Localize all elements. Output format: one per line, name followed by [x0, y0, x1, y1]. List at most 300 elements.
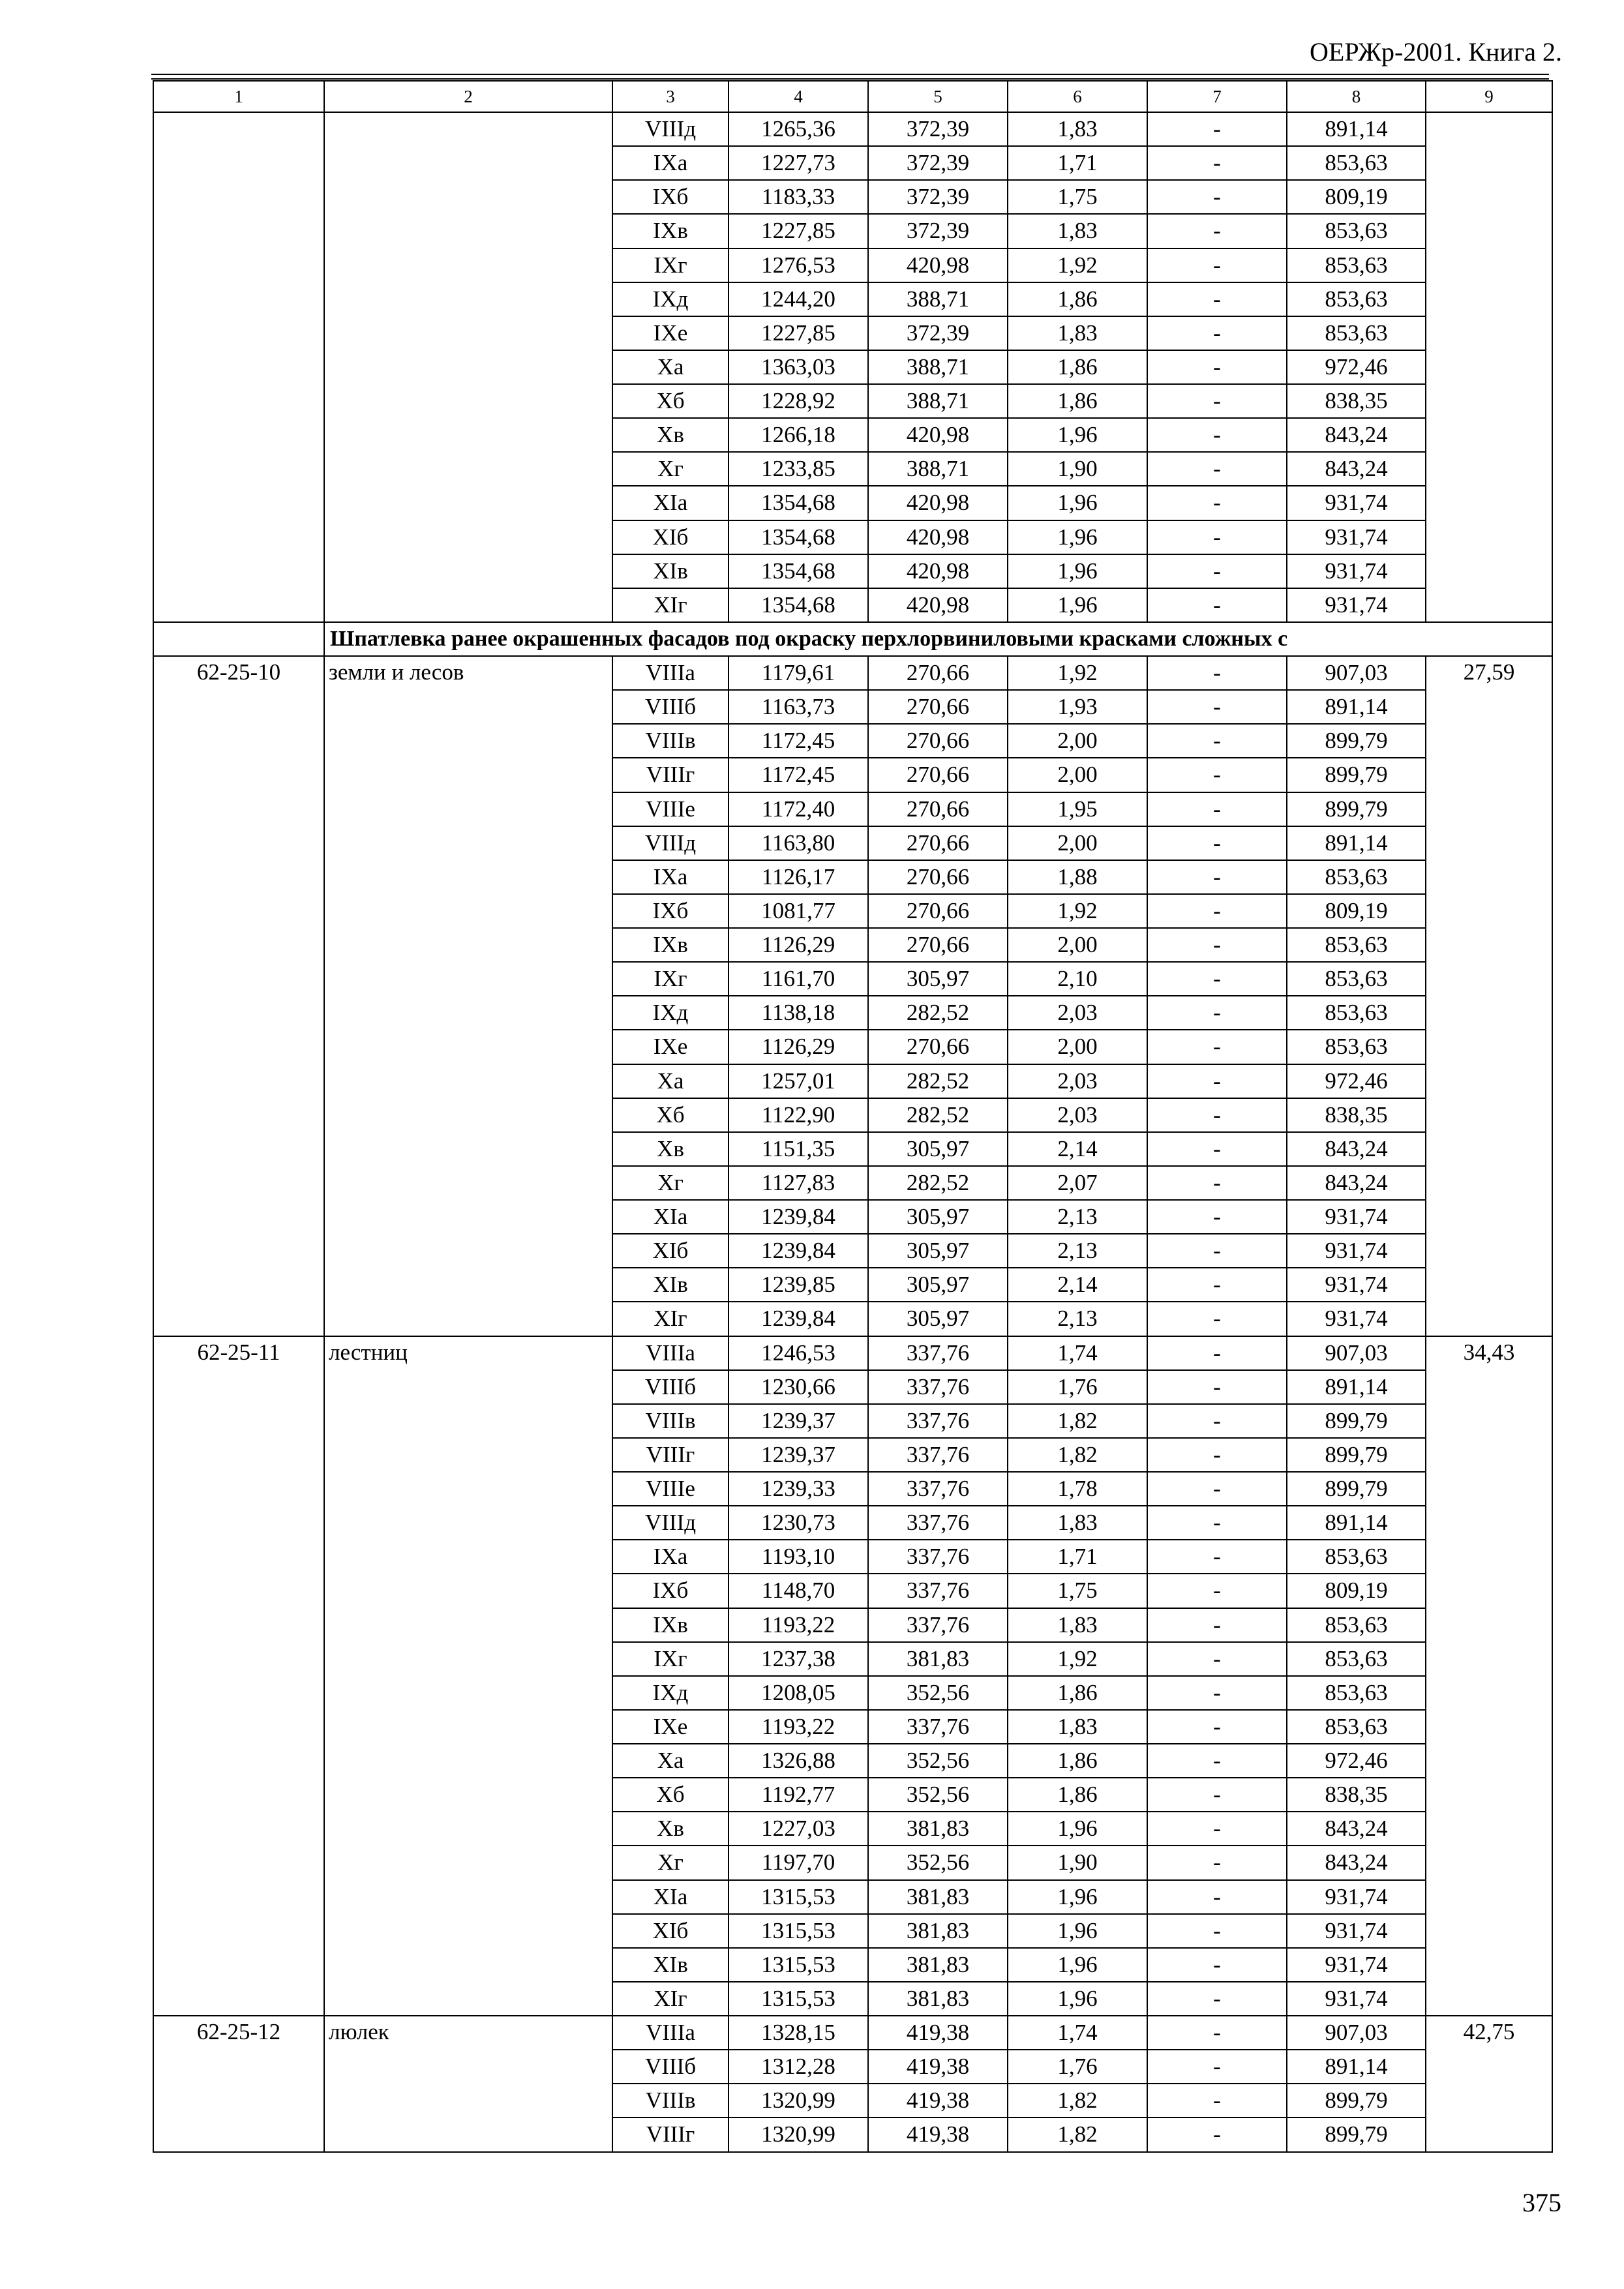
- drivers-wages-cell: -: [1147, 1608, 1287, 1642]
- labor-cost-cell: [1426, 112, 1552, 622]
- total-cost-cell: 1172,40: [729, 792, 868, 826]
- drivers-wages-cell: -: [1147, 520, 1287, 554]
- drivers-wages-cell: -: [1147, 588, 1287, 622]
- total-cost-cell: 1227,03: [729, 1812, 868, 1846]
- drivers-wages-cell: -: [1147, 1812, 1287, 1846]
- materials-cell: 931,74: [1287, 588, 1426, 622]
- machines-cell: 1,96: [1008, 1948, 1147, 1982]
- machines-cell: 1,83: [1008, 1506, 1147, 1540]
- total-cost-cell: 1183,33: [729, 180, 868, 214]
- column-header: 9: [1426, 81, 1552, 112]
- total-cost-cell: 1126,17: [729, 860, 868, 894]
- wages-cell: 372,39: [868, 146, 1008, 180]
- zone-cell: IXд: [612, 1676, 729, 1710]
- materials-cell: 838,35: [1287, 1098, 1426, 1132]
- materials-cell: 891,14: [1287, 112, 1426, 146]
- machines-cell: 1,86: [1008, 1676, 1147, 1710]
- machines-cell: 1,86: [1008, 384, 1147, 418]
- wages-cell: 420,98: [868, 554, 1008, 588]
- zone-cell: Xв: [612, 1812, 729, 1846]
- item-name-cell: лестниц: [324, 1336, 612, 2016]
- zone-cell: VIIIг: [612, 758, 729, 792]
- machines-cell: 1,82: [1008, 1404, 1147, 1438]
- drivers-wages-cell: -: [1147, 1098, 1287, 1132]
- zone-cell: IXе: [612, 316, 729, 350]
- table-row: [153, 656, 1552, 690]
- materials-cell: 891,14: [1287, 1506, 1426, 1540]
- drivers-wages-cell: -: [1147, 1064, 1287, 1098]
- machines-cell: 1,83: [1008, 316, 1147, 350]
- machines-cell: 1,92: [1008, 894, 1147, 928]
- drivers-wages-cell: -: [1147, 1268, 1287, 1302]
- wages-cell: 270,66: [868, 690, 1008, 724]
- wages-cell: 270,66: [868, 894, 1008, 928]
- drivers-wages-cell: -: [1147, 2050, 1287, 2084]
- machines-cell: 1,71: [1008, 146, 1147, 180]
- wages-cell: 381,83: [868, 1642, 1008, 1676]
- machines-cell: 1,96: [1008, 554, 1147, 588]
- wages-cell: 305,97: [868, 1132, 1008, 1166]
- wages-cell: 372,39: [868, 112, 1008, 146]
- wages-cell: 381,83: [868, 1880, 1008, 1914]
- zone-cell: XIг: [612, 1302, 729, 1336]
- drivers-wages-cell: -: [1147, 384, 1287, 418]
- total-cost-cell: 1193,22: [729, 1608, 868, 1642]
- materials-cell: 853,63: [1287, 146, 1426, 180]
- wages-cell: 419,38: [868, 2117, 1008, 2151]
- materials-cell: 907,03: [1287, 2016, 1426, 2050]
- total-cost-cell: 1227,85: [729, 214, 868, 248]
- machines-cell: 1,83: [1008, 1710, 1147, 1744]
- wages-cell: 352,56: [868, 1778, 1008, 1812]
- total-cost-cell: 1081,77: [729, 894, 868, 928]
- zone-cell: XIв: [612, 1948, 729, 1982]
- drivers-wages-cell: -: [1147, 1132, 1287, 1166]
- document-header-title: ОЕРЖр-2001. Книга 2.: [1310, 37, 1562, 67]
- wages-cell: 381,83: [868, 1914, 1008, 1948]
- wages-cell: 381,83: [868, 1948, 1008, 1982]
- item-name-cell: земли и лесов: [324, 656, 612, 1336]
- machines-cell: 1,92: [1008, 656, 1147, 690]
- drivers-wages-cell: -: [1147, 1778, 1287, 1812]
- drivers-wages-cell: -: [1147, 248, 1287, 282]
- machines-cell: 1,75: [1008, 180, 1147, 214]
- zone-cell: Xб: [612, 384, 729, 418]
- materials-cell: 899,79: [1287, 1404, 1426, 1438]
- materials-cell: 931,74: [1287, 1268, 1426, 1302]
- wages-cell: 381,83: [868, 1982, 1008, 2016]
- total-cost-cell: 1239,84: [729, 1234, 868, 1268]
- drivers-wages-cell: -: [1147, 2117, 1287, 2151]
- total-cost-cell: 1227,73: [729, 146, 868, 180]
- zone-cell: IXб: [612, 894, 729, 928]
- drivers-wages-cell: -: [1147, 1234, 1287, 1268]
- machines-cell: 1,83: [1008, 112, 1147, 146]
- machines-cell: 2,00: [1008, 1030, 1147, 1064]
- machines-cell: 1,82: [1008, 2084, 1147, 2117]
- drivers-wages-cell: -: [1147, 1472, 1287, 1506]
- drivers-wages-cell: -: [1147, 1880, 1287, 1914]
- drivers-wages-cell: -: [1147, 1506, 1287, 1540]
- total-cost-cell: 1354,68: [729, 486, 868, 520]
- drivers-wages-cell: -: [1147, 894, 1287, 928]
- zone-cell: XIб: [612, 520, 729, 554]
- materials-cell: 891,14: [1287, 826, 1426, 860]
- total-cost-cell: 1363,03: [729, 350, 868, 384]
- total-cost-cell: 1163,73: [729, 690, 868, 724]
- materials-cell: 907,03: [1287, 656, 1426, 690]
- materials-cell: 853,63: [1287, 1608, 1426, 1642]
- drivers-wages-cell: -: [1147, 554, 1287, 588]
- zone-cell: Xв: [612, 1132, 729, 1166]
- drivers-wages-cell: -: [1147, 1982, 1287, 2016]
- materials-cell: 843,24: [1287, 1166, 1426, 1200]
- zone-cell: XIв: [612, 554, 729, 588]
- machines-cell: 2,13: [1008, 1234, 1147, 1268]
- materials-cell: 838,35: [1287, 384, 1426, 418]
- header-rule-double: [151, 78, 1549, 80]
- drivers-wages-cell: -: [1147, 758, 1287, 792]
- materials-cell: 899,79: [1287, 2084, 1426, 2117]
- wages-cell: 420,98: [868, 588, 1008, 622]
- zone-cell: XIб: [612, 1234, 729, 1268]
- column-header: 4: [729, 81, 868, 112]
- wages-cell: 337,76: [868, 1438, 1008, 1472]
- materials-cell: 899,79: [1287, 1438, 1426, 1472]
- drivers-wages-cell: -: [1147, 1676, 1287, 1710]
- machines-cell: 1,83: [1008, 214, 1147, 248]
- materials-cell: 843,24: [1287, 1846, 1426, 1879]
- total-cost-cell: 1239,84: [729, 1200, 868, 1234]
- machines-cell: 1,96: [1008, 520, 1147, 554]
- wages-cell: 305,97: [868, 1268, 1008, 1302]
- wages-cell: 305,97: [868, 1302, 1008, 1336]
- machines-cell: 1,90: [1008, 1846, 1147, 1879]
- zone-cell: Xг: [612, 452, 729, 486]
- drivers-wages-cell: -: [1147, 2016, 1287, 2050]
- drivers-wages-cell: -: [1147, 860, 1287, 894]
- total-cost-cell: 1228,92: [729, 384, 868, 418]
- drivers-wages-cell: -: [1147, 1166, 1287, 1200]
- zone-cell: Xб: [612, 1098, 729, 1132]
- total-cost-cell: 1197,70: [729, 1846, 868, 1879]
- machines-cell: 1,95: [1008, 792, 1147, 826]
- wages-cell: 372,39: [868, 214, 1008, 248]
- zone-cell: Xа: [612, 1064, 729, 1098]
- materials-cell: 843,24: [1287, 452, 1426, 486]
- zone-cell: IXа: [612, 860, 729, 894]
- total-cost-cell: 1193,22: [729, 1710, 868, 1744]
- drivers-wages-cell: -: [1147, 792, 1287, 826]
- wages-cell: 352,56: [868, 1744, 1008, 1778]
- zone-cell: VIIIб: [612, 690, 729, 724]
- total-cost-cell: 1354,68: [729, 554, 868, 588]
- machines-cell: 1,75: [1008, 1574, 1147, 1608]
- column-header: 8: [1287, 81, 1426, 112]
- drivers-wages-cell: -: [1147, 316, 1287, 350]
- zone-cell: XIв: [612, 1268, 729, 1302]
- drivers-wages-cell: -: [1147, 656, 1287, 690]
- drivers-wages-cell: -: [1147, 214, 1287, 248]
- total-cost-cell: 1192,77: [729, 1778, 868, 1812]
- zone-cell: VIIIд: [612, 1506, 729, 1540]
- wages-cell: 270,66: [868, 860, 1008, 894]
- materials-cell: 843,24: [1287, 1132, 1426, 1166]
- machines-cell: 2,13: [1008, 1302, 1147, 1336]
- machines-cell: 1,92: [1008, 1642, 1147, 1676]
- wages-cell: 305,97: [868, 1200, 1008, 1234]
- wages-cell: 352,56: [868, 1846, 1008, 1879]
- materials-cell: 899,79: [1287, 2117, 1426, 2151]
- total-cost-cell: 1208,05: [729, 1676, 868, 1710]
- materials-cell: 931,74: [1287, 1880, 1426, 1914]
- zone-cell: VIIIв: [612, 724, 729, 758]
- zone-cell: IXб: [612, 1574, 729, 1608]
- materials-cell: 899,79: [1287, 758, 1426, 792]
- materials-cell: 931,74: [1287, 1302, 1426, 1336]
- wages-cell: 282,52: [868, 996, 1008, 1030]
- drivers-wages-cell: -: [1147, 350, 1287, 384]
- total-cost-cell: 1354,68: [729, 588, 868, 622]
- drivers-wages-cell: -: [1147, 1370, 1287, 1404]
- zone-cell: IXд: [612, 282, 729, 316]
- materials-cell: 809,19: [1287, 180, 1426, 214]
- machines-cell: 1,96: [1008, 486, 1147, 520]
- materials-cell: 899,79: [1287, 792, 1426, 826]
- machines-cell: 2,03: [1008, 1064, 1147, 1098]
- wages-cell: 388,71: [868, 350, 1008, 384]
- table-row: [153, 1336, 1552, 1370]
- drivers-wages-cell: -: [1147, 1200, 1287, 1234]
- total-cost-cell: 1239,33: [729, 1472, 868, 1506]
- zone-cell: XIб: [612, 1914, 729, 1948]
- total-cost-cell: 1315,53: [729, 1948, 868, 1982]
- wages-cell: 270,66: [868, 928, 1008, 962]
- wages-cell: 270,66: [868, 724, 1008, 758]
- zone-cell: VIIIб: [612, 2050, 729, 2084]
- materials-cell: 907,03: [1287, 1336, 1426, 1370]
- drivers-wages-cell: -: [1147, 1948, 1287, 1982]
- column-header-row: [153, 81, 1552, 112]
- item-code-cell: 62-25-12: [153, 2016, 324, 2152]
- zone-cell: Xг: [612, 1166, 729, 1200]
- zone-cell: IXв: [612, 928, 729, 962]
- materials-cell: 843,24: [1287, 418, 1426, 452]
- total-cost-cell: 1266,18: [729, 418, 868, 452]
- zone-cell: VIIIв: [612, 2084, 729, 2117]
- wages-cell: 337,76: [868, 1574, 1008, 1608]
- machines-cell: 1,96: [1008, 1982, 1147, 2016]
- labor-cost-cell: 42,75: [1426, 2016, 1552, 2152]
- labor-cost-cell: 34,43: [1426, 1336, 1552, 2016]
- materials-cell: 809,19: [1287, 894, 1426, 928]
- machines-cell: 1,86: [1008, 1744, 1147, 1778]
- header-rule: [151, 74, 1549, 75]
- table-row: [153, 112, 1552, 146]
- total-cost-cell: 1315,53: [729, 1914, 868, 1948]
- total-cost-cell: 1315,53: [729, 1982, 868, 2016]
- machines-cell: 2,10: [1008, 962, 1147, 996]
- zone-cell: XIа: [612, 1200, 729, 1234]
- zone-cell: VIIIб: [612, 1370, 729, 1404]
- section-header-row: [153, 622, 1552, 656]
- drivers-wages-cell: -: [1147, 1914, 1287, 1948]
- drivers-wages-cell: -: [1147, 146, 1287, 180]
- materials-cell: 931,74: [1287, 1982, 1426, 2016]
- drivers-wages-cell: -: [1147, 1846, 1287, 1879]
- zone-cell: IXе: [612, 1030, 729, 1064]
- total-cost-cell: 1239,37: [729, 1404, 868, 1438]
- wages-cell: 352,56: [868, 1676, 1008, 1710]
- drivers-wages-cell: -: [1147, 1642, 1287, 1676]
- drivers-wages-cell: -: [1147, 1404, 1287, 1438]
- column-header: 3: [612, 81, 729, 112]
- total-cost-cell: 1239,85: [729, 1268, 868, 1302]
- zone-cell: IXб: [612, 180, 729, 214]
- total-cost-cell: 1354,68: [729, 520, 868, 554]
- total-cost-cell: 1328,15: [729, 2016, 868, 2050]
- zone-cell: IXв: [612, 214, 729, 248]
- wages-cell: 388,71: [868, 282, 1008, 316]
- zone-cell: VIIIг: [612, 1438, 729, 1472]
- drivers-wages-cell: -: [1147, 418, 1287, 452]
- materials-cell: 853,63: [1287, 214, 1426, 248]
- materials-cell: 853,63: [1287, 1030, 1426, 1064]
- total-cost-cell: 1127,83: [729, 1166, 868, 1200]
- labor-cost-cell: 27,59: [1426, 656, 1552, 1336]
- drivers-wages-cell: -: [1147, 112, 1287, 146]
- materials-cell: 809,19: [1287, 1574, 1426, 1608]
- materials-cell: 891,14: [1287, 1370, 1426, 1404]
- zone-cell: VIIIе: [612, 1472, 729, 1506]
- zone-cell: Xа: [612, 1744, 729, 1778]
- zone-cell: IXг: [612, 962, 729, 996]
- total-cost-cell: 1244,20: [729, 282, 868, 316]
- machines-cell: 2,07: [1008, 1166, 1147, 1200]
- item-name-cell: [324, 112, 612, 622]
- zone-cell: Xа: [612, 350, 729, 384]
- drivers-wages-cell: -: [1147, 1574, 1287, 1608]
- materials-cell: 853,63: [1287, 996, 1426, 1030]
- materials-cell: 972,46: [1287, 350, 1426, 384]
- drivers-wages-cell: -: [1147, 282, 1287, 316]
- total-cost-cell: 1237,38: [729, 1642, 868, 1676]
- machines-cell: 2,14: [1008, 1268, 1147, 1302]
- total-cost-cell: 1148,70: [729, 1574, 868, 1608]
- total-cost-cell: 1227,85: [729, 316, 868, 350]
- machines-cell: 1,86: [1008, 350, 1147, 384]
- machines-cell: 2,00: [1008, 724, 1147, 758]
- materials-cell: 853,63: [1287, 1710, 1426, 1744]
- column-header: 1: [153, 81, 324, 112]
- wages-cell: 420,98: [868, 486, 1008, 520]
- zone-cell: VIIIд: [612, 112, 729, 146]
- wages-cell: 372,39: [868, 180, 1008, 214]
- machines-cell: 2,13: [1008, 1200, 1147, 1234]
- total-cost-cell: 1230,73: [729, 1506, 868, 1540]
- materials-cell: 891,14: [1287, 690, 1426, 724]
- wages-cell: 420,98: [868, 418, 1008, 452]
- zone-cell: Xв: [612, 418, 729, 452]
- materials-cell: 931,74: [1287, 554, 1426, 588]
- total-cost-cell: 1161,70: [729, 962, 868, 996]
- drivers-wages-cell: -: [1147, 1030, 1287, 1064]
- total-cost-cell: 1179,61: [729, 656, 868, 690]
- zone-cell: IXв: [612, 1608, 729, 1642]
- zone-cell: IXа: [612, 146, 729, 180]
- materials-cell: 853,63: [1287, 928, 1426, 962]
- materials-cell: 853,63: [1287, 1642, 1426, 1676]
- total-cost-cell: 1126,29: [729, 928, 868, 962]
- drivers-wages-cell: -: [1147, 962, 1287, 996]
- total-cost-cell: 1172,45: [729, 758, 868, 792]
- materials-cell: 853,63: [1287, 962, 1426, 996]
- machines-cell: 1,74: [1008, 2016, 1147, 2050]
- total-cost-cell: 1326,88: [729, 1744, 868, 1778]
- machines-cell: 2,03: [1008, 996, 1147, 1030]
- wages-cell: 305,97: [868, 962, 1008, 996]
- wages-cell: 282,52: [868, 1166, 1008, 1200]
- zone-cell: XIа: [612, 1880, 729, 1914]
- wages-cell: 270,66: [868, 1030, 1008, 1064]
- drivers-wages-cell: -: [1147, 724, 1287, 758]
- wages-cell: 337,76: [868, 1506, 1008, 1540]
- table-row: [153, 2016, 1552, 2050]
- item-code-cell: 62-25-11: [153, 1336, 324, 2016]
- item-code-cell: [153, 112, 324, 622]
- drivers-wages-cell: -: [1147, 486, 1287, 520]
- materials-cell: 853,63: [1287, 316, 1426, 350]
- wages-cell: 282,52: [868, 1098, 1008, 1132]
- machines-cell: 1,96: [1008, 1812, 1147, 1846]
- machines-cell: 2,00: [1008, 826, 1147, 860]
- machines-cell: 1,96: [1008, 588, 1147, 622]
- total-cost-cell: 1315,53: [729, 1880, 868, 1914]
- machines-cell: 1,78: [1008, 1472, 1147, 1506]
- total-cost-cell: 1320,99: [729, 2117, 868, 2151]
- machines-cell: 1,82: [1008, 1438, 1147, 1472]
- total-cost-cell: 1265,36: [729, 112, 868, 146]
- machines-cell: 1,96: [1008, 1914, 1147, 1948]
- materials-cell: 931,74: [1287, 1948, 1426, 1982]
- total-cost-cell: 1233,85: [729, 452, 868, 486]
- zone-cell: VIIIе: [612, 792, 729, 826]
- section-spacer-cell: [153, 622, 324, 656]
- zone-cell: VIIIг: [612, 2117, 729, 2151]
- zone-cell: VIIIд: [612, 826, 729, 860]
- materials-cell: 972,46: [1287, 1744, 1426, 1778]
- drivers-wages-cell: -: [1147, 690, 1287, 724]
- wages-cell: 388,71: [868, 452, 1008, 486]
- column-header: 5: [868, 81, 1008, 112]
- materials-cell: 899,79: [1287, 724, 1426, 758]
- wages-cell: 419,38: [868, 2016, 1008, 2050]
- wages-cell: 270,66: [868, 792, 1008, 826]
- drivers-wages-cell: -: [1147, 1540, 1287, 1574]
- machines-cell: 2,00: [1008, 758, 1147, 792]
- machines-cell: 1,93: [1008, 690, 1147, 724]
- materials-cell: 891,14: [1287, 2050, 1426, 2084]
- total-cost-cell: 1172,45: [729, 724, 868, 758]
- zone-cell: VIIIа: [612, 1336, 729, 1370]
- drivers-wages-cell: -: [1147, 1336, 1287, 1370]
- materials-cell: 838,35: [1287, 1778, 1426, 1812]
- drivers-wages-cell: -: [1147, 996, 1287, 1030]
- machines-cell: 1,90: [1008, 452, 1147, 486]
- wages-cell: 337,76: [868, 1404, 1008, 1438]
- total-cost-cell: 1163,80: [729, 826, 868, 860]
- machines-cell: 1,96: [1008, 1880, 1147, 1914]
